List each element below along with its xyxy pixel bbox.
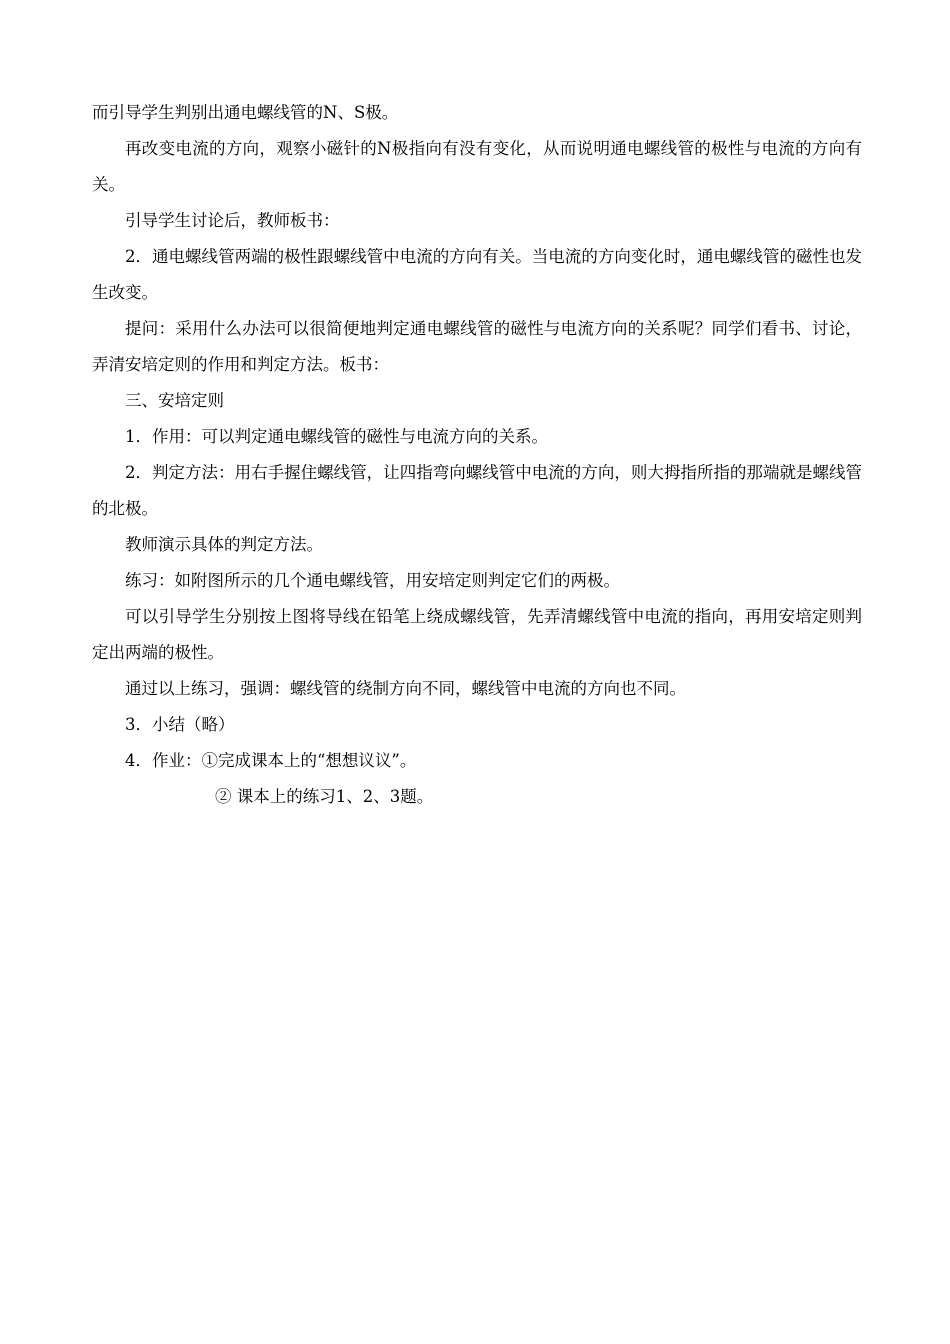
document-body: [92, 95, 862, 815]
list-item: 2．判定方法：用右手握住螺线管，让四指弯向螺线管中电流的方向，则大拇指所指的那端就是螺线管的北极。: [92, 463, 862, 518]
paragraph: 教师演示具体的判定方法。: [125, 535, 323, 554]
list-item: 3．小结（略）: [125, 715, 235, 734]
paragraph: 2．通电螺线管两端的极性跟螺线管中电流的方向有关。当电流的方向变化时，通电螺线管的磁性也发生改变。: [92, 247, 862, 302]
section-heading: 三、安培定则: [125, 391, 224, 410]
paragraph: 而引导学生判别出通电螺线管的N、S极。: [92, 103, 399, 122]
list-item: ② 课本上的练习1、2、3题。: [215, 787, 434, 806]
paragraph: 再改变电流的方向，观察小磁针的N极指向有没有变化，从而说明通电螺线管的极性与电流的方向有关。: [92, 139, 862, 194]
paragraph: 通过以上练习，强调：螺线管的绕制方向不同，螺线管中电流的方向也不同。: [125, 679, 686, 698]
paragraph: 练习：如附图所示的几个通电螺线管，用安培定则判定它们的两极。: [125, 571, 620, 590]
paragraph: 引导学生讨论后，教师板书：: [125, 211, 340, 230]
list-item: 4．作业：①完成课本上的“想想议议”。: [125, 751, 417, 770]
paragraph: 提问：采用什么办法可以很简便地判定通电螺线管的磁性与电流方向的关系呢？同学们看书、讨论，弄清安培定则的作用和判定方法。板书：: [92, 319, 862, 374]
paragraph: 可以引导学生分别按上图将导线在铅笔上绕成螺线管，先弄清螺线管中电流的指向，再用安培定则判定出两端的极性。: [92, 607, 862, 662]
list-item: 1．作用：可以判定通电螺线管的磁性与电流方向的关系。: [125, 427, 548, 446]
